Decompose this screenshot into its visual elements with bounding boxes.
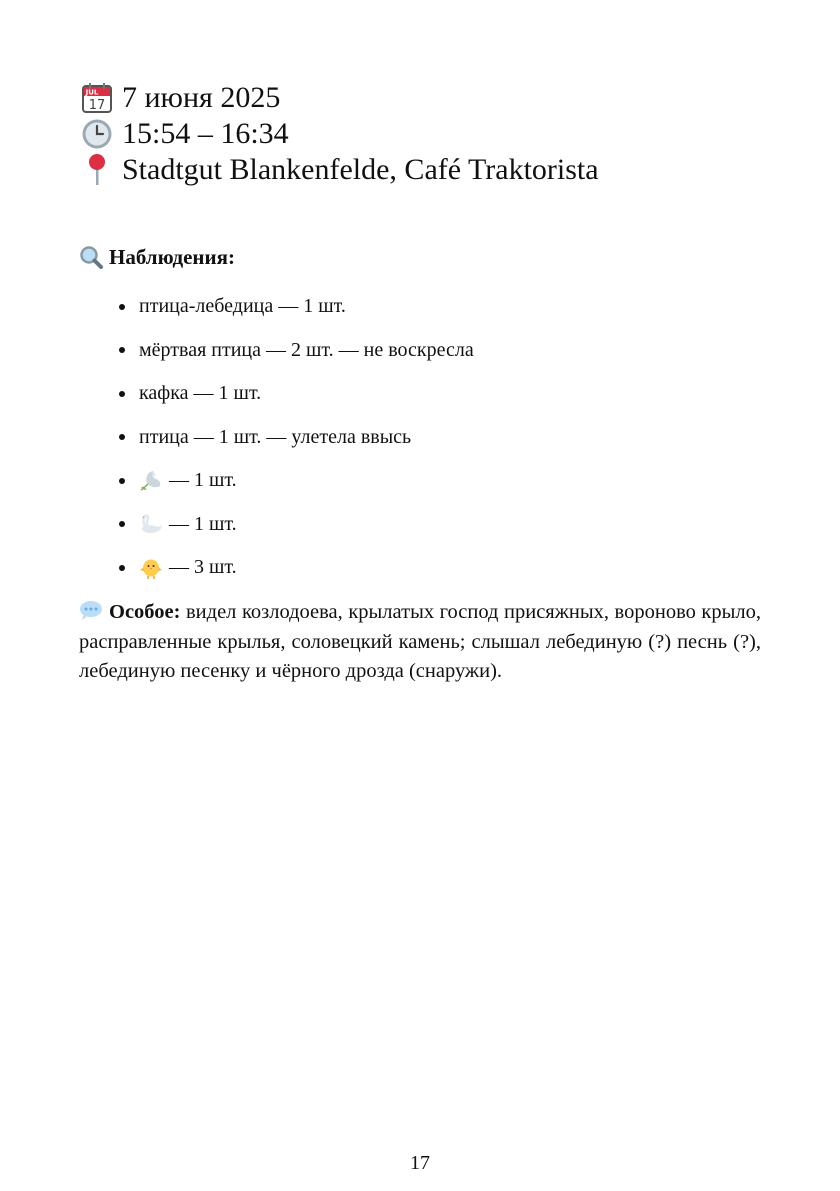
special-notes <box>79 598 761 687</box>
special-text: видел козлодоева, крылатых господ присяжных, вороново крыло, расправленные крылья, соловецкий камень; слышал лебединую (?) песнь (?), лебединую песенку и чёрного дрозда (снаружи). <box>79 601 761 682</box>
time-line <box>79 116 599 152</box>
list-item: — 1 шт. <box>79 503 761 547</box>
clock-icon <box>79 116 115 152</box>
list-item: птица — 1 шт. — улетела ввысь <box>79 416 761 460</box>
magnifier-icon <box>79 245 103 269</box>
bullet-icon <box>119 478 125 484</box>
list-item: кафка — 1 шт. <box>79 372 761 416</box>
calendar-icon <box>79 80 115 116</box>
list-item: птица-лебедица — 1 шт. <box>79 285 761 329</box>
list-item: — 1 шт. <box>79 459 761 503</box>
speech-bubble-icon <box>79 600 103 622</box>
date-text: 7 июня 2025 <box>122 81 281 114</box>
svg-text:JUL: JUL <box>85 88 99 97</box>
date-line <box>79 80 599 116</box>
bullet-icon <box>119 391 125 397</box>
special-label: Особое: <box>109 601 181 623</box>
observations-section <box>79 243 761 590</box>
bullet-icon <box>119 434 125 440</box>
pushpin-icon <box>79 152 115 188</box>
svg-text:17: 17 <box>88 98 106 113</box>
bullet-icon <box>119 347 125 353</box>
entry-header <box>79 80 599 188</box>
list-item: мёртвая птица — 2 шт. — не воскресла <box>79 329 761 373</box>
bullet-icon <box>119 565 125 571</box>
bullet-icon <box>119 304 125 310</box>
chick-icon <box>139 556 163 580</box>
swan-icon <box>139 512 163 536</box>
observations-list <box>79 285 761 590</box>
list-item: — 3 шт. <box>79 546 761 590</box>
dove-icon <box>139 469 163 493</box>
bullet-icon <box>119 521 125 527</box>
time-text: 15:54 – 16:34 <box>122 117 289 150</box>
location-line <box>79 152 599 188</box>
observations-title: Наблюдения: <box>79 243 761 271</box>
page-number: 17 <box>410 1152 430 1174</box>
location-text: Stadtgut Blankenfelde, Café Traktorista <box>122 153 599 186</box>
